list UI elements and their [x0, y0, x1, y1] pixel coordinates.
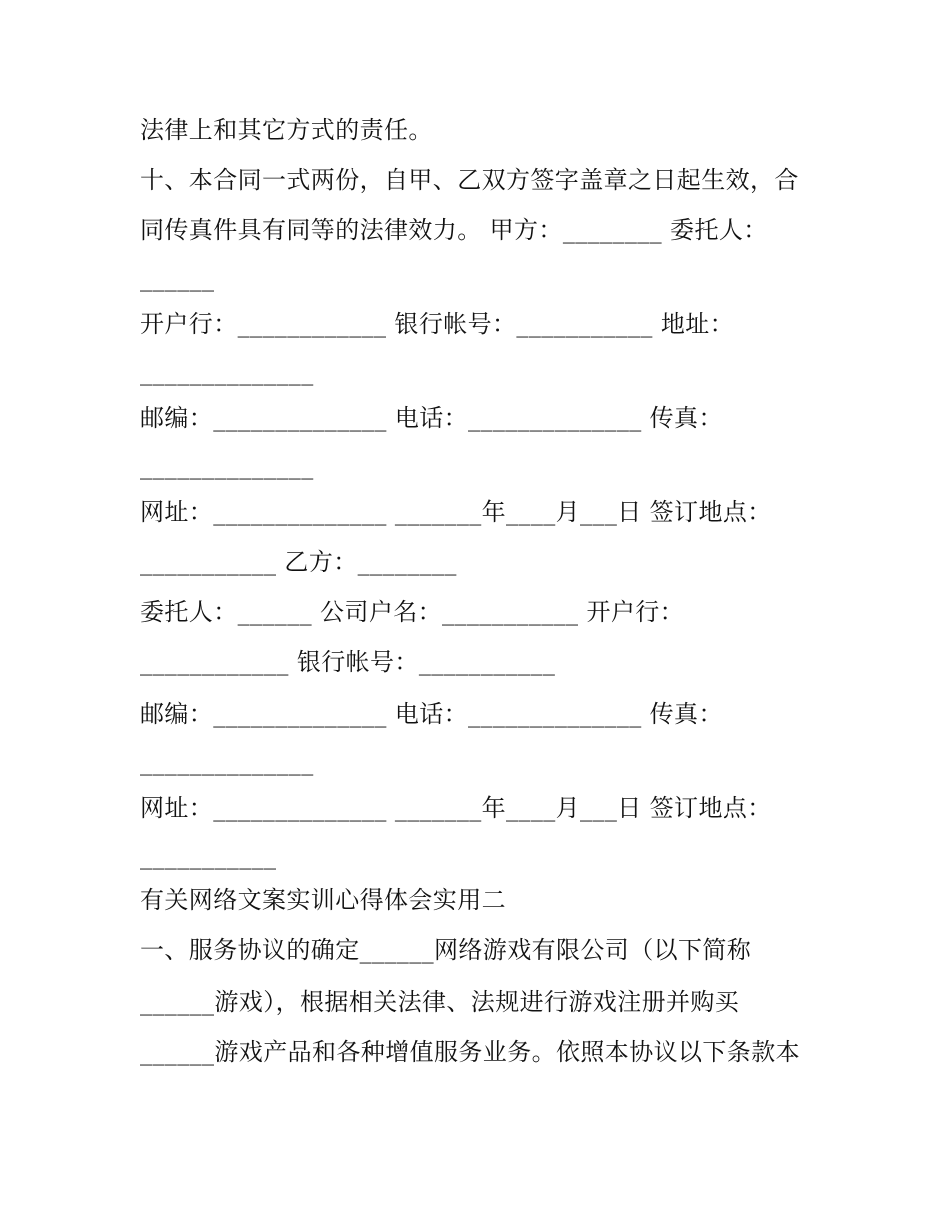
- text-line: ______游戏），根据相关法律、法规进行游戏注册并购买: [140, 988, 740, 1016]
- text-line: 一、服务协议的确定______网络游戏有限公司（以下简称: [140, 936, 752, 964]
- blank-field-line: ______________: [140, 358, 314, 386]
- text-line: 网址：______________ _______年____月___日 签订地点：: [140, 498, 772, 526]
- text-line: ____________ 银行帐号：___________: [140, 648, 556, 676]
- blank-field-line: ______________: [140, 452, 314, 480]
- text-line: ______游戏产品和各种增值服务业务。依照本协议以下条款本: [140, 1038, 800, 1066]
- blank-field-line: ______________: [140, 748, 314, 776]
- text-line: 法律上和其它方式的责任。: [140, 116, 433, 144]
- text-line: 邮编：______________ 电话：______________ 传真：: [140, 404, 723, 432]
- text-line: 网址：______________ _______年____月___日 签订地点：: [140, 794, 772, 822]
- text-line: 十、本合同一式两份，自甲、乙双方签字盖章之日起生效，合: [140, 166, 799, 194]
- blank-field-line: ___________: [140, 842, 277, 870]
- text-line: 委托人：______ 公司户名：___________ 开户行：: [140, 598, 685, 626]
- blank-field-line: ______: [140, 264, 215, 292]
- text-line: 邮编：______________ 电话：______________ 传真：: [140, 700, 723, 728]
- section-heading: 有关网络文案实训心得体会实用二: [140, 886, 506, 914]
- text-line: 同传真件具有同等的法律效力。 甲方：________ 委托人：: [140, 216, 768, 244]
- text-line: 开户行：____________ 银行帐号：___________ 地址：: [140, 310, 735, 338]
- text-line: ___________ 乙方：________: [140, 548, 457, 576]
